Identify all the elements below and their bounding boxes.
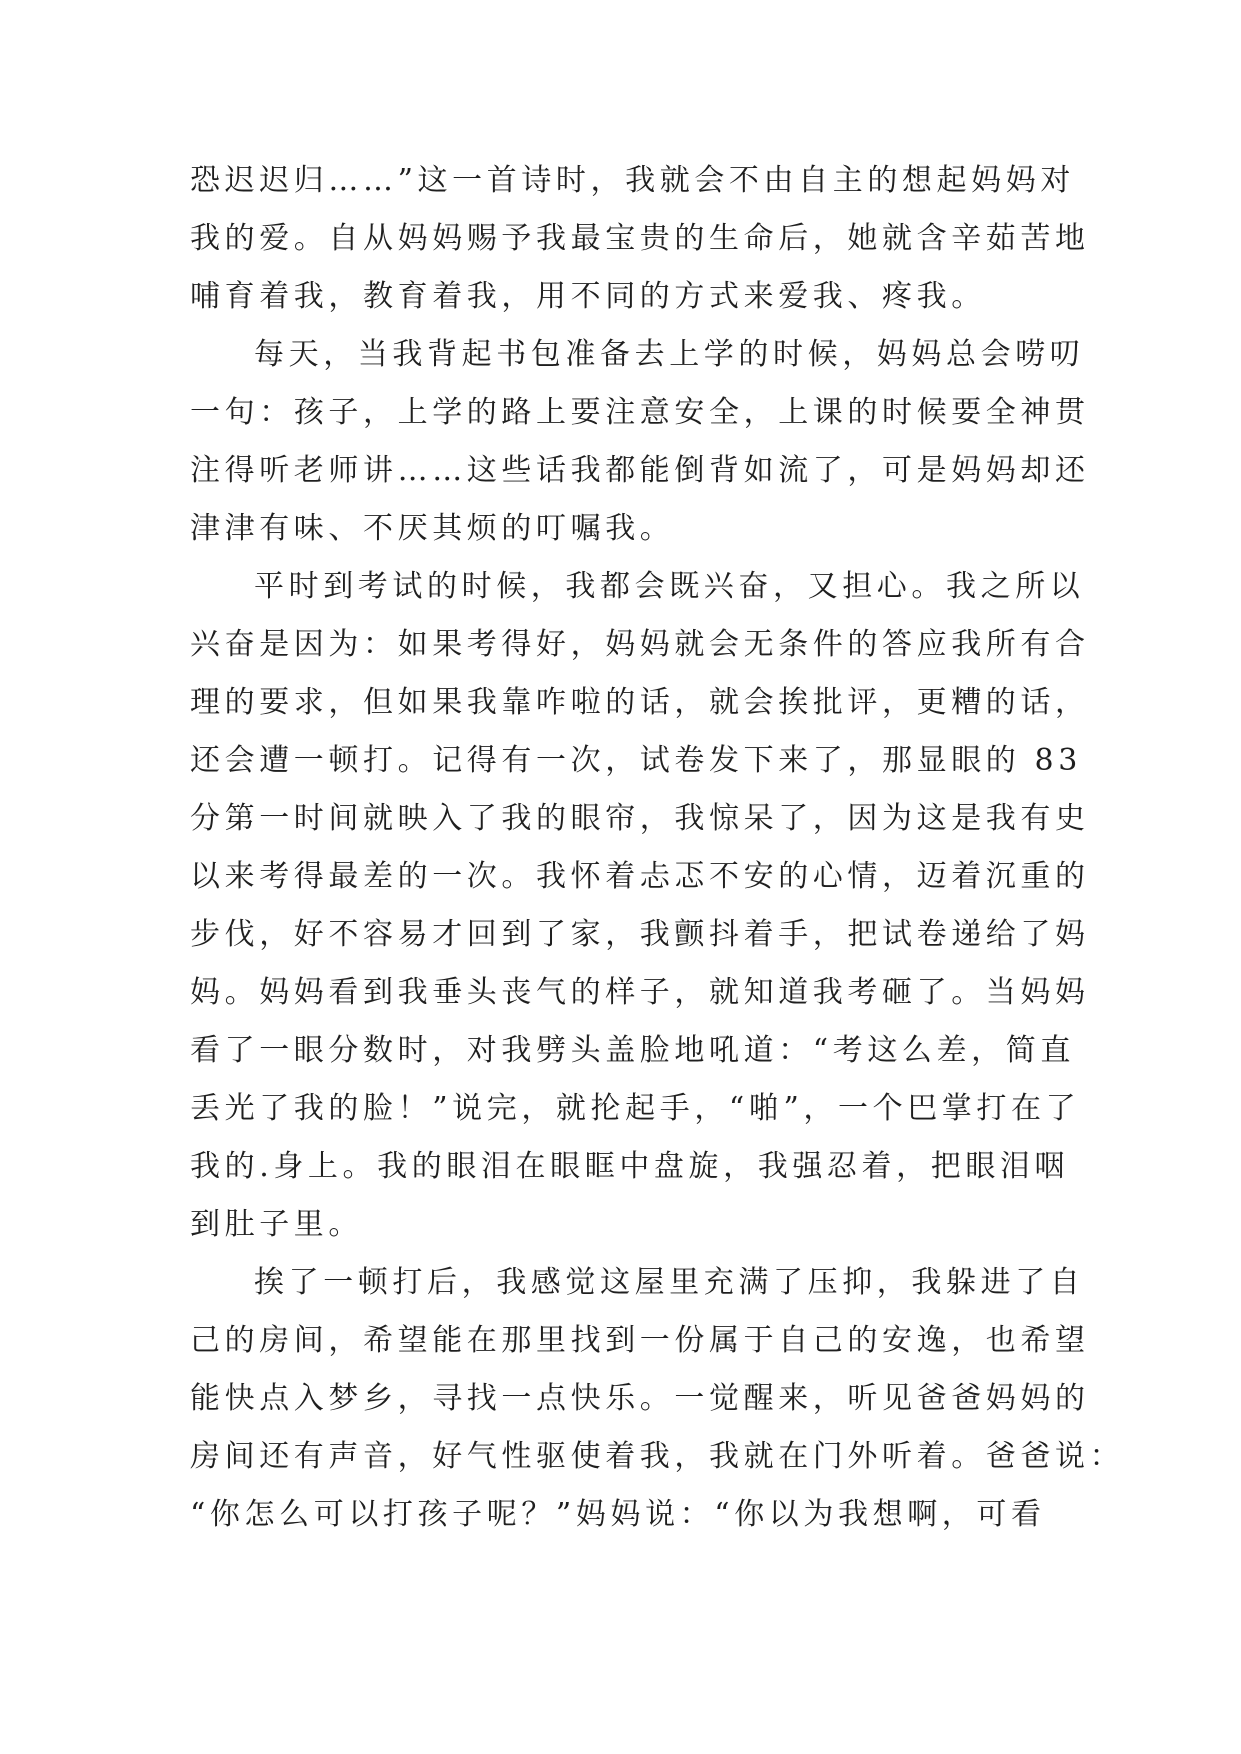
text-line: 以来考得最差的一次。我怀着忐忑不安的心情，迈着沉重的 — [190, 859, 1090, 894]
text-line: 到肚子里。 — [190, 1207, 363, 1242]
text-line: 还会遭一顿打。记得有一次，试卷发下来了，那显眼的 83 — [190, 743, 1082, 778]
text-line: 兴奋是因为：如果考得好，妈妈就会无条件的答应我所有合 — [190, 627, 1090, 662]
text-line: 妈。妈妈看到我垂头丧气的样子，就知道我考砸了。当妈妈 — [190, 975, 1090, 1010]
text-line: 分第一时间就映入了我的眼帘，我惊呆了，因为这是我有史 — [190, 801, 1090, 836]
text-line: 己的房间，希望能在那里找到一份属于自己的安逸，也希望 — [190, 1323, 1090, 1358]
text-line: 能快点入梦乡，寻找一点快乐。一觉醒来，听见爸爸妈妈的 — [190, 1381, 1090, 1416]
text-line: 哺育着我，教育着我，用不同的方式来爱我、疼我。 — [190, 279, 986, 314]
paragraph-first-line: 平时到考试的时候，我都会既兴奋，又担心。我之所以 — [254, 569, 1085, 604]
paragraph-first-line: 每天，当我背起书包准备去上学的时候，妈妈总会唠叨 — [254, 337, 1085, 372]
text-line: 理的要求，但如果我靠咋啦的话，就会挨批评，更糟的话， — [190, 685, 1090, 720]
text-line: 恐迟迟归……”这一首诗时，我就会不由自主的想起妈妈对 — [190, 163, 1075, 198]
text-line: 我的.身上。我的眼泪在眼眶中盘旋，我强忍着，把眼泪咽 — [190, 1149, 1070, 1184]
text-line: “你怎么可以打孩子呢？”妈妈说：“你以为我想啊，可看 — [190, 1497, 1046, 1532]
text-line: 看了一眼分数时，对我劈头盖脸地吼道：“考这么差，简直 — [190, 1033, 1075, 1068]
text-line: 房间还有声音，好气性驱使着我，我就在门外听着。爸爸说： — [190, 1439, 1125, 1474]
text-line: 一句：孩子，上学的路上要注意安全，上课的时候要全神贯 — [190, 395, 1090, 430]
text-line: 丢光了我的脸！”说完，就抡起手，“啪”，一个巴掌打在了 — [190, 1091, 1081, 1126]
text-line: 步伐，好不容易才回到了家，我颤抖着手，把试卷递给了妈 — [190, 917, 1090, 952]
text-line: 注得听老师讲……这些话我都能倒背如流了，可是妈妈却还 — [190, 453, 1090, 488]
paragraph-first-line: 挨了一顿打后，我感觉这屋里充满了压抑，我躲进了自 — [254, 1265, 1085, 1300]
text-line: 津津有味、不厌其烦的叮嘱我。 — [190, 511, 675, 546]
text-line: 我的爱。自从妈妈赐予我最宝贵的生命后，她就含辛茹苦地 — [190, 221, 1090, 256]
